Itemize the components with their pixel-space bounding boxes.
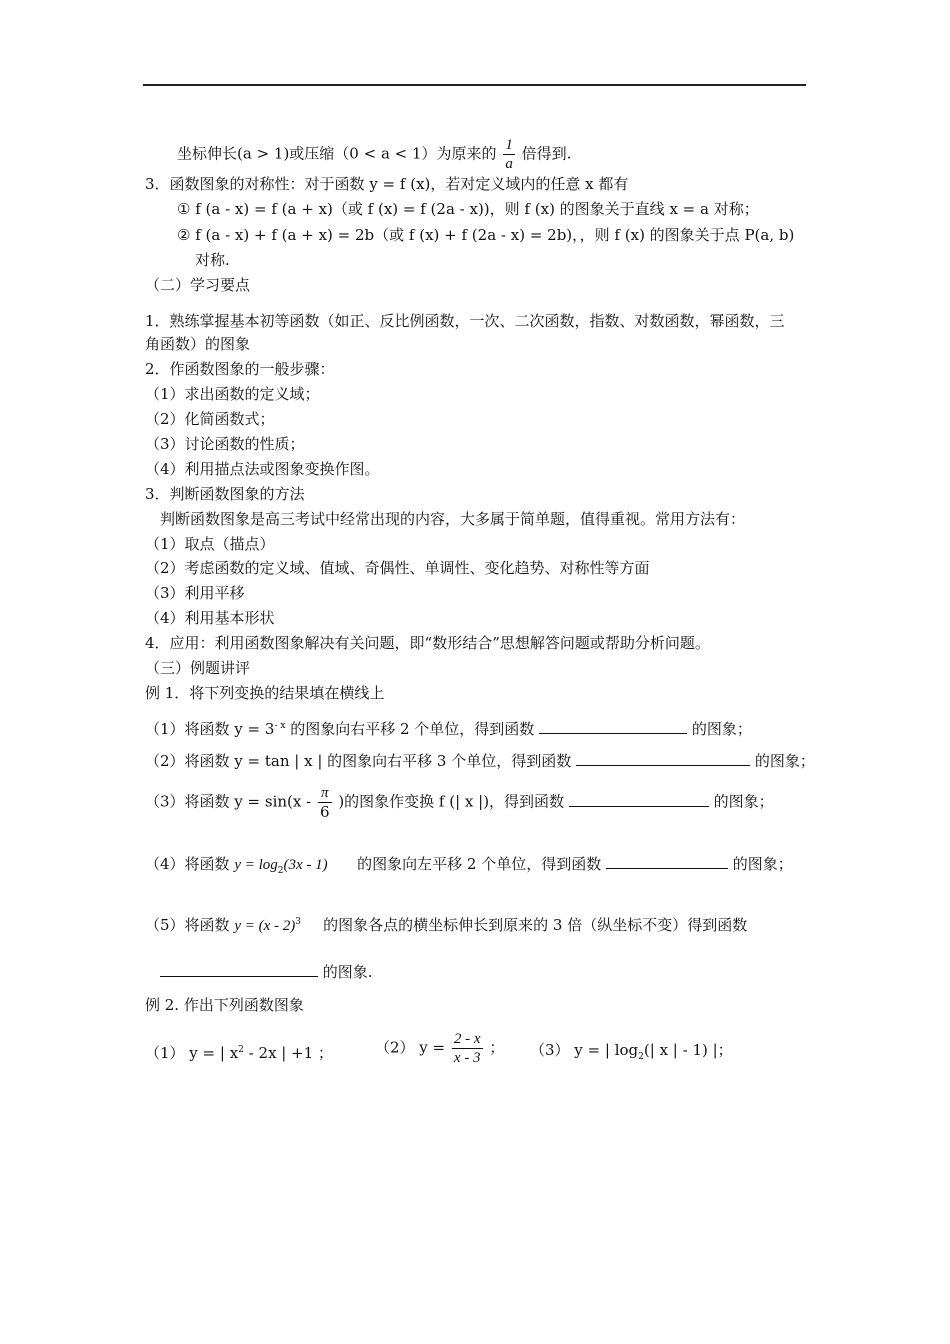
answer-blank-1[interactable] [539, 717, 687, 734]
key-point-2: 2．作函数图象的一般步骤： [145, 360, 335, 378]
p1-prefix: （1） y = | x [145, 1044, 239, 1062]
stretch-line [177, 136, 571, 173]
e1-prefix: （1）将函数 y = 3 [145, 720, 275, 738]
e1-middle: 的图象向右平移 2 个单位，得到函数 [290, 720, 535, 738]
e2-suffix: 的图象； [754, 752, 815, 770]
step-3: （3）讨论函数的性质； [145, 435, 305, 453]
method-1: （1）取点（描点） [145, 535, 275, 553]
p2-prefix: （2） y = [375, 1038, 446, 1057]
fraction-numerator: 1 [505, 137, 513, 153]
e5-formula [234, 898, 318, 936]
example-1-title: 例 1．将下列变换的结果填在横线上 [145, 684, 385, 702]
example-1-item-5-cont [160, 960, 373, 982]
example-2-item-3 [530, 1040, 733, 1067]
e4-formula-arg: (3x - 1) [283, 857, 328, 873]
section-heading-examples: （三）例题讲评 [145, 659, 251, 677]
key-point-4: 4．应用：利用函数图象解决有关问题，即“数形结合”思想解答问题或帮助分析问题。 [145, 634, 710, 652]
step-1: （1）求出函数的定义域； [145, 385, 320, 403]
answer-blank-5[interactable] [160, 960, 318, 977]
fraction-pi-over-6 [318, 784, 332, 821]
stretch-tail: 倍得到. [521, 144, 572, 163]
key-point-1: 1．熟练掌握基本初等函数（如正、反比例函数，一次、二次函数，指数、对数函数，幂函数，三 [145, 312, 785, 330]
e5-exponent: 3 [295, 917, 301, 927]
symmetry-point-rule-end: 对称. [195, 251, 230, 269]
p1-exponent: 2 [238, 1045, 244, 1055]
fraction-denominator: a [505, 156, 513, 172]
e1-exponent: - x [274, 721, 286, 731]
method-2: （2）考虑函数的定义域、值域、奇偶性、单调性、变化趋势、对称性等方面 [145, 559, 650, 577]
example-1-item-5 [145, 898, 747, 936]
key-point-3: 3．判断函数图象的方法 [145, 485, 305, 503]
fraction-numerator: 2 - x [453, 1031, 481, 1047]
symmetry-point-rule: ② f (a - x) + f (a + x) = 2b（或 f (x) + f (2a - x) = 2b)，，则 f (x) 的图象关于点 P(a, b) [177, 226, 795, 244]
e3-middle: )的图象作变换 f (| x |)，得到函数 [338, 792, 565, 811]
answer-blank-4[interactable] [606, 852, 728, 869]
e5-middle: 的图象各点的横坐标伸长到原来的 3 倍（纵坐标不变）得到函数 [323, 916, 748, 934]
e1-suffix: 的图象； [691, 720, 752, 738]
example-1-item-3 [145, 784, 774, 821]
e3-suffix: 的图象； [713, 792, 774, 811]
answer-blank-2[interactable] [576, 749, 750, 766]
example-1-item-1 [145, 716, 752, 739]
fraction-one-over-a [503, 136, 515, 173]
example-2-item-2 [375, 1030, 504, 1067]
fraction-p2 [452, 1030, 483, 1067]
e5-formula-main: y = (x - 2) [234, 918, 296, 934]
e4-middle: 的图象向左平移 2 个单位，得到函数 [357, 855, 602, 873]
e4-prefix: （4）将函数 [145, 855, 230, 873]
p3-suffix: (| x | - 1) |； [643, 1041, 733, 1059]
e4-subscript: 2 [277, 866, 284, 876]
step-2: （2）化简函数式； [145, 410, 275, 428]
symmetry-axis-rule: ① f (a - x) = f (a + x)（或 f (x) = f (2a - x))，则 f (x) 的图象关于直线 x = a 对称； [177, 200, 759, 218]
method-4: （4）利用基本形状 [145, 609, 275, 627]
example-1-item-4 [145, 840, 793, 881]
fraction-numerator: π [318, 784, 332, 803]
symmetry-heading: 3．函数图象的对称性：对于函数 y = f (x)，若对定义域内的任意 x 都有 [145, 175, 629, 193]
section-heading-key-points: （二）学习要点 [145, 276, 251, 294]
method-3: （3）利用平移 [145, 584, 245, 602]
e5-suffix: 的图象. [322, 963, 373, 981]
p3-prefix: （3） y = | log [530, 1041, 639, 1059]
e5-prefix: （5）将函数 [145, 916, 230, 934]
step-4: （4）利用描点法或图象变换作图。 [145, 460, 380, 478]
answer-blank-3[interactable] [569, 790, 709, 807]
fraction-denominator: 6 [319, 803, 330, 821]
e2-prefix: （2）将函数 y = tan | x | 的图象向右平移 3 个单位，得到函数 [145, 752, 572, 770]
e4-suffix: 的图象； [732, 855, 793, 873]
header-rule [143, 84, 806, 86]
stretch-text: 坐标伸长(a > 1)或压缩（0 < a < 1）为原来的 [177, 144, 497, 163]
p1-suffix: - 2x | +1 ； [248, 1044, 333, 1062]
example-2-item-1 [145, 1040, 333, 1063]
e4-formula-main: y = log [234, 857, 278, 873]
example-2-title: 例 2. 作出下列函数图象 [145, 996, 304, 1014]
example-1-item-2 [145, 749, 815, 771]
e3-prefix: （3）将函数 y = sin(x - [145, 792, 312, 811]
p2-suffix: ； [489, 1038, 505, 1057]
fraction-denominator: x - 3 [453, 1050, 481, 1066]
p3-subscript: 2 [638, 1052, 644, 1062]
key-point-1-cont: 角函数）的图象 [145, 335, 251, 353]
e4-formula [234, 840, 352, 881]
method-intro: 判断函数图象是高三考试中经常出现的内容，大多属于简单题，值得重视。常用方法有： [160, 510, 746, 528]
